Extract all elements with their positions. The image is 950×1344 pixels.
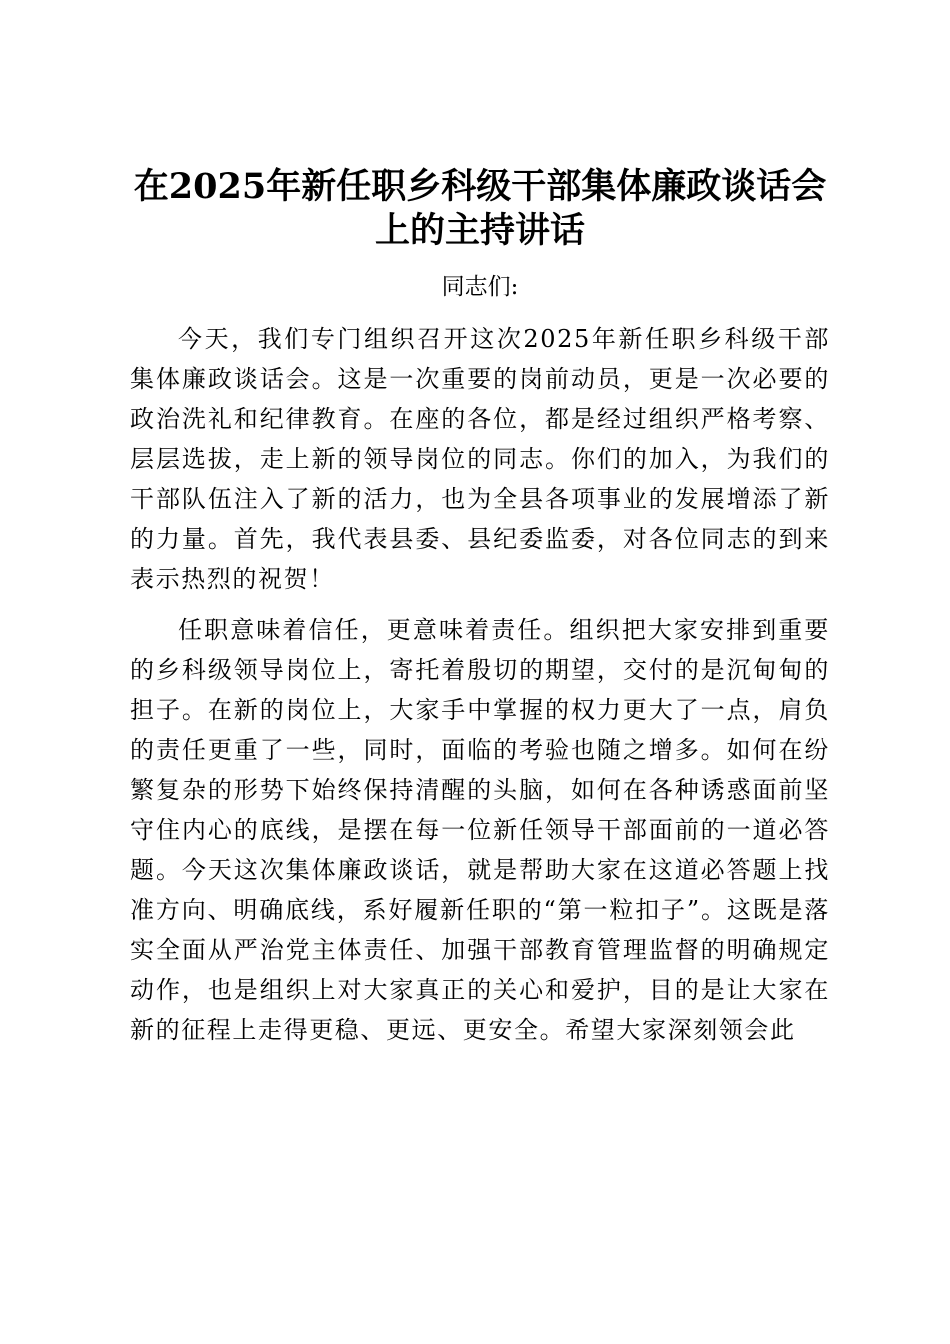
document-title: 在2025年新任职乡科级干部集体廉政谈话会上的主持讲话: [133, 166, 827, 251]
document-body: [130, 165, 830, 1050]
paragraph-1: 今天，我们专门组织召开这次2025年新任职乡科级干部集体廉政谈话会。这是一次重要的岗前动员，更是一次必要的政治洗礼和纪律教育。在座的各位，都是经过组织严格考察、层层选拔，走上新的领导岗位的同志。你们的加入，为我们的干部队伍注入了新的活力，也为全县各项事业的发展增添了新的力量。首先，我代表县委、县纪委监委，对各位同志的到来表示热烈的祝贺！: [130, 325, 830, 593]
paragraph-2: 任职意味着信任，更意味着责任。组织把大家安排到重要的乡科级领导岗位上，寄托着殷切的期望，交付的是沉甸甸的担子。在新的岗位上，大家手中掌握的权力更大了一点，肩负的责任更重了一些，同时，面临的考验也随之增多。如何在纷繁复杂的形势下始终保持清醒的头脑，如何在各种诱惑面前坚守住内心的底线，是摆在每一位新任领导干部面前的一道必答题。今天这次集体廉政谈话，就是帮助大家在这道必答题上找准方向、明确底线，系好履新任职的“第一粒扣子”。这既是落实全面从严治党主体责任、加强干部教育管理监督的明确规定动作，也是组织上对大家真正的关心和爱护，目的是让大家在新的征程上走得更稳、更远、更安全。希望大家深刻领会此: [130, 616, 830, 1044]
salutation: 同志们:: [441, 274, 519, 300]
